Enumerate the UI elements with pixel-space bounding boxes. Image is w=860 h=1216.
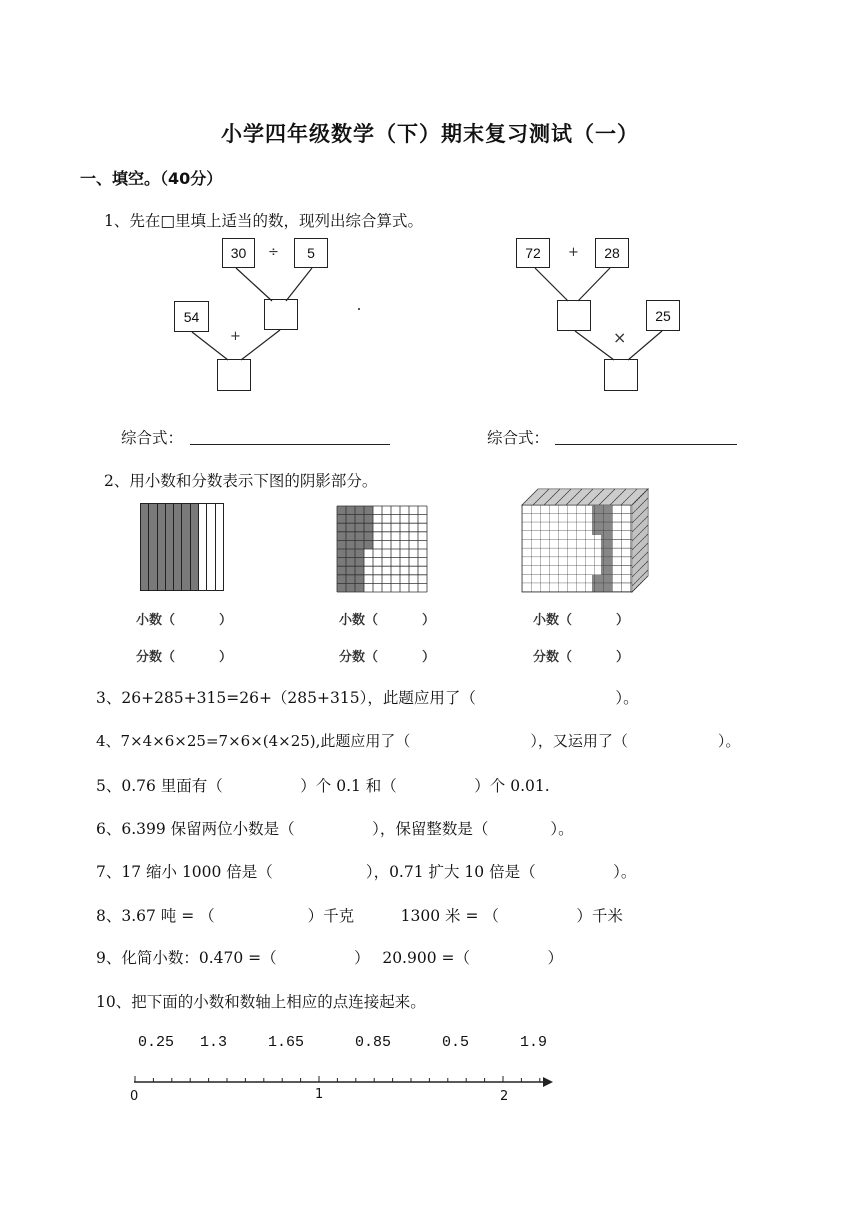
fig1-decimal-label: 小数（ ） (136, 613, 233, 628)
right-number-box-a: 72 (516, 238, 550, 268)
formula-label-right: 综合式： (487, 429, 550, 447)
fig3-fraction-label: 分数（ ） (533, 650, 630, 665)
left-number-box-c: 54 (174, 301, 209, 332)
question-5-text: 5、0.76 里面有（ ）个 0.1 和（ ）个 0.01. (96, 777, 550, 795)
axis-label-0: 0 (130, 1089, 139, 1104)
decimal-number-6[interactable]: 1.9 (520, 1034, 548, 1051)
fig3-decimal-label: 小数（ ） (533, 613, 630, 628)
question-9-text: 9、化简小数：0.470 =（ ） 20.900 =（ ） (96, 949, 563, 967)
decimal-number-5[interactable]: 0.5 (442, 1034, 470, 1051)
right-number-box-c: 25 (646, 300, 680, 331)
question-3-text: 3、26+285+315=26+（285+315），此题应用了（ ）。 (96, 689, 639, 707)
question-6-text: 6、6.399 保留两位小数是（ ），保留整数是（ ）。 (96, 820, 574, 838)
right-operator-2: × (613, 328, 627, 347)
question-2-text: 2、用小数和分数表示下图的阴影部分。 (104, 472, 378, 490)
decimal-number-3[interactable]: 1.65 (268, 1034, 305, 1051)
question-8-text: 8、3.67 吨 = （ ）千克 1300 米 = （ ）千米 (96, 907, 623, 925)
left-operator-2: + (230, 329, 241, 344)
question-4-text: 4、7×4×6×25=7×6×(4×25),此题应用了（ ），又运用了（ ）。 (96, 732, 741, 750)
axis-label-2: 2 (500, 1089, 509, 1104)
question-7-text: 7、17 缩小 1000 倍是（ ），0.71 扩大 10 倍是（ ）。 (96, 863, 637, 881)
fig2-decimal-label: 小数（ ） (339, 613, 436, 628)
left-number-box-a: 30 (222, 238, 255, 268)
left-number-box-b: 5 (294, 238, 328, 268)
right-operator-1: + (568, 245, 579, 260)
question-1-text: 1、先在□里填上适当的数，现列出综合算式。 (104, 212, 424, 230)
axis-label-1: 1 (315, 1087, 324, 1102)
fig1-fraction-label: 分数（ ） (136, 650, 233, 665)
question-10-text: 10、把下面的小数和数轴上相应的点连接起来。 (96, 993, 426, 1011)
decimal-number-2[interactable]: 1.3 (200, 1034, 228, 1051)
decimal-number-1[interactable]: 0.25 (138, 1034, 175, 1051)
section-heading: 一、填空。（40分） (80, 169, 223, 188)
page-title: 小学四年级数学（下）期末复习测试（一） (221, 122, 639, 146)
left-operator-1: ÷ (268, 245, 279, 260)
right-number-box-b: 28 (595, 238, 629, 268)
fig2-fraction-label: 分数（ ） (339, 650, 436, 665)
formula-label-left: 综合式： (121, 429, 184, 447)
decimal-number-4[interactable]: 0.85 (355, 1034, 392, 1051)
